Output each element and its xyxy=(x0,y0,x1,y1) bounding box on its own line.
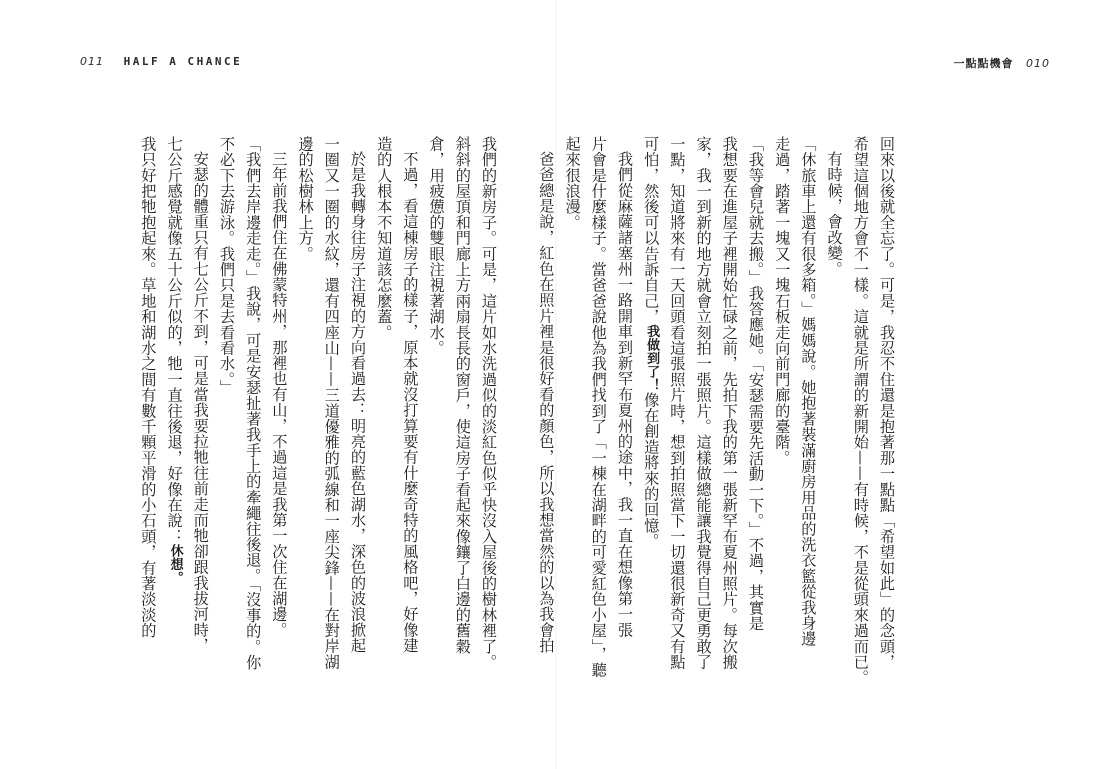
text-line xyxy=(240,136,266,721)
text-line xyxy=(848,136,874,721)
line-text: 家，我一到新的地方就會立刻拍一張照片。這樣做總能讓我覺得自己更勇敢了 xyxy=(694,136,713,670)
line-text: 我們的新房子。可是，這片如水洗過似的淡紅色似乎快沒入屋後的樹林裡了。 xyxy=(480,136,498,670)
text-line xyxy=(586,136,612,721)
text-line xyxy=(612,136,638,721)
line-text: 我想要在進屋子裡開始忙碌之前，先拍下我的第一張新罕布夏州照片。每次搬 xyxy=(720,136,739,670)
text-line xyxy=(397,136,423,721)
line-text: 邊的松樹林上方。 xyxy=(296,136,315,262)
text-line xyxy=(423,136,449,721)
page-011-body xyxy=(82,136,502,721)
line-text: 「我們去岸邊走走。」我說，可是安瑟扯著我手上的牽繩往後退。「沒事的。你 xyxy=(244,136,263,671)
text-line xyxy=(266,136,292,721)
line-text: 一點，知道將來有一天回頭看這張照片時，想到拍照當下一切還很新奇又有點 xyxy=(668,136,687,670)
text-line xyxy=(717,136,743,721)
chapter-title: 一點點機會 xyxy=(953,57,1014,70)
text-line xyxy=(795,136,821,721)
line-text: 七公斤感覺就像五十公斤似的，牠一直往後退，好像在說： xyxy=(165,136,184,545)
text-line xyxy=(690,136,716,721)
line-text: 不過，看這棟房子的樣子，原本就沒打算要有什麼奇特的風格吧，好像建 xyxy=(401,151,420,654)
line-text: 「休旅車上還有很多箱。」媽媽說。她抱著裝滿廚房用品的洗衣籃從我身邊 xyxy=(799,136,818,647)
emphasized-text: 我做到了！ xyxy=(644,324,660,392)
line-text: 起來很浪漫。 xyxy=(563,136,582,231)
text-line xyxy=(292,136,318,721)
line-text: 片會是什麼樣子。當爸爸說他為我們找到了「一棟在湖畔的可愛紅色小屋」，聽 xyxy=(589,136,608,678)
line-text: 倉，用疲憊的雙眼注視著湖水。 xyxy=(427,136,446,356)
text-line xyxy=(821,136,847,721)
book-title: HALF A CHANCE xyxy=(123,55,243,68)
page-number-left: 011 xyxy=(80,55,104,68)
line-text: 於是我轉身往房子注視的方向看過去：明亮的藍色湖水，深色的波浪掀起 xyxy=(348,151,367,654)
text-line xyxy=(476,136,502,721)
line-text: 爸爸總是說，紅色在照片裡是很好看的顏色，所以我想當然的以為我會拍 xyxy=(537,151,556,654)
emphasized-text: 休想。 xyxy=(167,544,183,585)
text-line xyxy=(533,136,559,721)
page-010-body xyxy=(537,136,900,721)
text-line xyxy=(188,136,214,721)
line-text: 造的人根本不知道該怎麼蓋。 xyxy=(375,136,394,341)
line-text: 有時候，會改變。 xyxy=(825,151,844,277)
text-line xyxy=(874,136,900,721)
text-line xyxy=(638,136,664,721)
text-line xyxy=(769,136,795,721)
text-line xyxy=(161,136,187,721)
line-text: 我只好把牠抱起來。草地和湖水之間有數千顆平滑的小石頭，有著淡淡的 xyxy=(139,136,158,639)
line-text: 可怕，然後可以告訴自己， xyxy=(642,136,661,325)
text-line xyxy=(371,136,397,721)
line-text: 希望這個地方會不一樣。這就是所謂的新開始——有時候，不是從頭來過而已。 xyxy=(851,136,870,686)
page-number-right: 010 xyxy=(1026,57,1050,70)
line-text: 不必下去游泳。我們只是去看看水。」 xyxy=(217,136,236,396)
running-head-right xyxy=(954,55,1051,71)
text-line xyxy=(664,136,690,721)
text-line xyxy=(450,136,476,721)
running-head-left xyxy=(80,55,242,68)
line-text: 三年前我們住在佛蒙特州，那裡也有山，不過這是我第一次住在湖邊。 xyxy=(270,151,289,638)
line-text: 一圈又一圈的水紋，還有四座山——三道優雅的弧線和一座尖鋒——在對岸湖 xyxy=(322,136,341,670)
text-line xyxy=(345,136,371,721)
line-text: 安瑟的體重只有七公斤不到，可是當我要拉牠往前走而牠卻跟我拔河時， xyxy=(191,151,210,654)
text-line xyxy=(135,136,161,721)
line-text: 「我等會兒就去搬。」我答應她。「安瑟需要先活動一下。」不過，其實是 xyxy=(746,136,765,632)
line-text: 回來以後就全忘了。可是，我忍不住還是抱著那一點點「希望如此」的念頭， xyxy=(878,136,896,670)
text-line xyxy=(319,136,345,721)
line-text: 斜斜的屋頂和門廊上方兩扇長長的窗戶，使這房子看起來像鑲了白邊的舊穀 xyxy=(453,136,472,655)
text-line xyxy=(743,136,769,721)
line-text-after: 像在創造將來的回憶。 xyxy=(642,391,661,549)
text-line xyxy=(214,136,240,721)
text-line xyxy=(559,136,585,721)
line-text: 我們從麻薩諸塞州一路開車到新罕布夏州的途中，我一直在想像第一張 xyxy=(615,151,634,638)
line-text: 走過，踏著一塊又一塊石板走向前門廊的臺階。 xyxy=(773,136,792,466)
